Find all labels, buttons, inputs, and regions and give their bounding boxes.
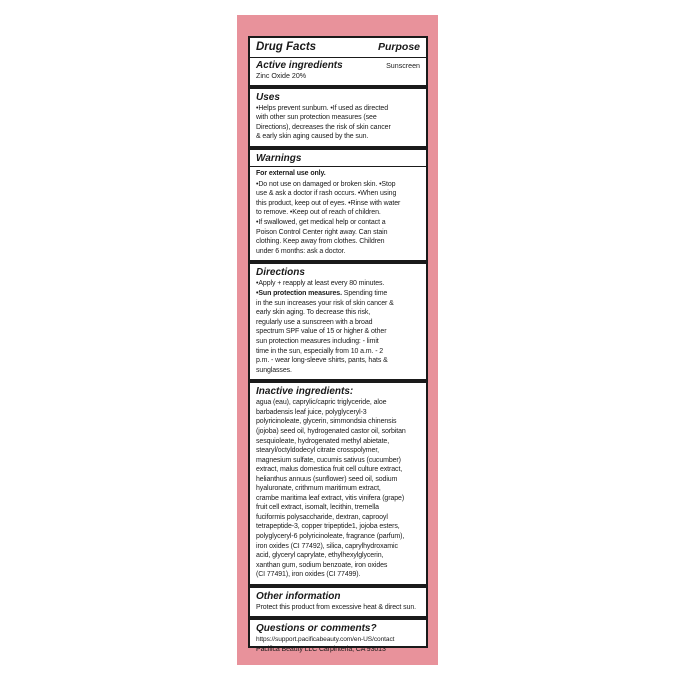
text-line: extract, malus domestica fruit cell culture extract,	[256, 466, 403, 474]
other-information-title: Other information	[256, 590, 341, 602]
external-use-warning: For external use only.	[256, 170, 326, 178]
text-line: magnesium sulfate, cucumis sativus (cucumber)	[256, 456, 401, 464]
text-line: •Helps prevent sunburn. •If used as directed	[256, 104, 389, 112]
text-line: •If swallowed, get medical help or contact a	[256, 219, 386, 227]
questions-title: Questions or comments?	[256, 623, 377, 635]
text-line: spectrum SPF value of 15 or higher & other	[256, 328, 387, 336]
text-line: Poison Control Center right away. Can stain	[256, 228, 388, 236]
other-information-section	[256, 588, 420, 617]
text-line: agua (eau), caprylic/capric triglyceride, aloe	[256, 399, 387, 407]
text-line: sesquioleate, hydrogenated methyl abietate,	[256, 437, 390, 445]
sun-protection-heading: •Sun protection measures.	[256, 290, 342, 298]
text-line: crambe maritima leaf extract, vitis vinifera (grape)	[256, 494, 405, 502]
uses-text	[256, 104, 420, 142]
text-line: •Do not use on damaged or broken skin. •Stop	[256, 180, 396, 188]
text-line: hyaluronate, crithmum maritimum extract,	[256, 485, 381, 493]
text-line: p.m. - wear long-sleeve shirts, pants, hats &	[256, 357, 388, 365]
text-line: helianthus annuus (sunflower) seed oil, sodium	[256, 475, 398, 483]
uses-title: Uses	[256, 91, 280, 103]
inactive-ingredients-text	[256, 398, 420, 579]
text-line	[256, 289, 420, 299]
active-ingredients-section	[256, 58, 420, 85]
text-line: sunglasses.	[256, 366, 292, 374]
warnings-section	[256, 150, 420, 260]
company-address: Pacifica Beauty LLC Carpinteria, CA 93013	[256, 645, 386, 653]
text-line: •Apply + reapply at least every 80 minutes.	[256, 280, 385, 288]
text-line: under 6 months: ask a doctor.	[256, 247, 346, 255]
warnings-title: Warnings	[256, 153, 302, 165]
text-line: fruit cell extract, isomalt, lecithin, tremella	[256, 504, 379, 512]
text-line: use & ask a doctor if rash occurs. •When using	[256, 190, 397, 198]
purpose-heading: Purpose	[377, 41, 420, 53]
questions-section	[256, 620, 420, 658]
text-line: (CI 77491), iron oxides (CI 77499).	[256, 571, 361, 579]
inactive-ingredients-section	[256, 383, 420, 583]
text-line: xanthan gum, sodium benzoate, iron oxides	[256, 561, 388, 569]
active-ingredient: Zinc Oxide 20%	[256, 72, 307, 80]
text-line: sun protection measures including: - limit	[256, 337, 379, 345]
directions-title: Directions	[256, 267, 305, 279]
text-line: regularly use a sunscreen with a broad	[256, 318, 373, 326]
text-line: (jojoba) seed oil, hydrogenated castor oil, sorbitan	[256, 428, 406, 435]
drug-facts-header	[256, 38, 420, 55]
text-line: iron oxides (CI 77492), silica, caprylhydroxamic	[256, 542, 398, 550]
text-line: Directions), decreases the risk of skin cancer	[256, 123, 391, 131]
text-line: fuciformis polysaccharide, dextran, caprooyl	[256, 513, 388, 521]
directions-section	[256, 264, 420, 379]
text-line: clothing. Keep away from clothes. Children	[256, 238, 385, 246]
text-line: in the sun increases your risk of skin cancer &	[256, 299, 394, 307]
active-purpose: Sunscreen	[386, 62, 420, 70]
support-url: https://support.pacificabeauty.com/en-US/contact	[256, 636, 395, 644]
text-line: with other sun protection measures (see	[256, 114, 377, 122]
text-line: barbadensis leaf juice, polyglyceryl-3	[256, 408, 367, 416]
text-line: stearyl/octyldodecyl citrate crosspolymer,	[256, 447, 380, 455]
text-line: to remove. •Keep out of reach of children.	[256, 209, 381, 217]
text-line: time in the sun, especially from 10 a.m. - 2	[256, 347, 384, 355]
text-line: polyglyceryl-6 polyricinoleate, fragrance (parfum),	[256, 533, 405, 541]
warnings-text	[256, 180, 420, 257]
other-information-text: Protect this product from excessive heat & direct sun.	[256, 603, 416, 611]
text-line: tetrapeptide-3, copper tripeptide1, jojoba esters,	[256, 523, 400, 531]
text-line: early skin aging. To decrease this risk,	[256, 309, 371, 317]
active-ingredients-title: Active ingredients	[256, 60, 343, 71]
divider	[250, 166, 426, 167]
uses-section	[256, 89, 420, 146]
text-line: polyricinoleate, glycerin, simmondsia chinensis	[256, 418, 397, 426]
text-line: & early skin aging caused by the sun.	[256, 133, 369, 141]
text-line: acid, glyceryl caprylate, ethylhexylglycerin,	[256, 552, 384, 560]
inactive-ingredients-title: Inactive ingredients:	[256, 386, 354, 398]
directions-text	[256, 279, 420, 375]
drug-facts-title: Drug Facts	[256, 41, 317, 53]
text-line: this product, keep out of eyes. •Rinse with water	[256, 199, 401, 207]
drug-facts-panel	[248, 36, 428, 653]
text-span: Spending time	[341, 290, 388, 298]
